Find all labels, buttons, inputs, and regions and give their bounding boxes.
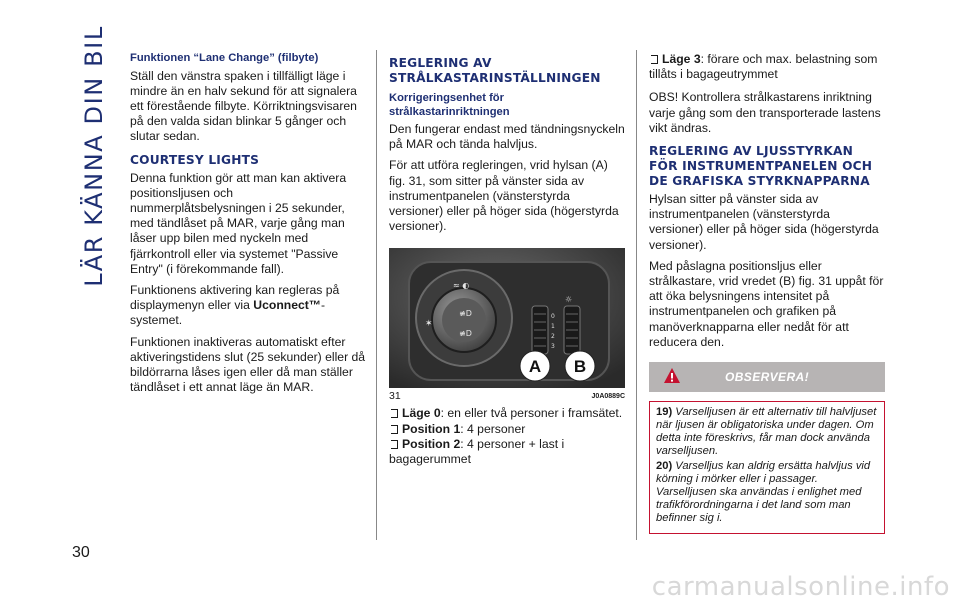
- svg-text:≈ ◐: ≈ ◐: [453, 281, 470, 291]
- figure-caption: [389, 390, 625, 402]
- note-box: [649, 362, 885, 534]
- note-item: 20) Varselljus kan aldrig ersätta halvljus vid körning i mörker eller i passager. Varselljusen ska användas i enlighet med trafikförordningarna i det land som man befinner sig i.: [656, 460, 871, 525]
- bullet-item: Position 1: 4 personer: [389, 422, 625, 437]
- obs-paragraph: OBS! Kontrollera strålkastarens inriktning varje gång som den transporterade lastens vikt ändras.: [649, 90, 881, 135]
- checkbox-bullet-icon: [389, 425, 398, 434]
- label-a: A: [528, 357, 542, 377]
- note-header: [649, 362, 885, 392]
- lane-change-subheading: Funktionen “Lane Change” (filbyte): [130, 52, 319, 64]
- note-title: OBSERVERA!: [724, 370, 809, 385]
- sleeve-paragraph: Hylsan sitter på vänster sida av instrumentpanelen (vänsterstyrda versioner) eller på höger sida (högerstyrda versioner).: [649, 192, 879, 252]
- figure-code: J0A0889C: [591, 393, 625, 401]
- wheel-digit: 0: [551, 313, 555, 321]
- svg-text:✶: ✶: [425, 319, 433, 330]
- light-switch-illustration: [389, 248, 625, 388]
- column-2: [389, 52, 625, 467]
- courtesy-paragraph: Denna funktion gör att man kan aktivera positionsljusen och nummerplåtsbelysningen i 25 sekunder, med tändlåset på MAR, varje gång man låser upp bilen med nyckeln med fjärrkontroll eller via systemet "Passive Entry" (i förekommande fall).: [130, 170, 347, 276]
- wheel-digit: 3: [551, 343, 555, 351]
- courtesy-lights-heading: COURTESY LIGHTS: [130, 152, 260, 167]
- lane-change-paragraph: Ställ den vänstra spaken i tillfälligt läge i mindre än en halv sekund för att signalera ett förestående filbyte. Körriktningsvisaren på den valda sidan blinkar 5 gånger och slutar sedan.: [130, 68, 357, 144]
- label-b: B: [573, 357, 587, 377]
- column-divider: [376, 50, 377, 540]
- page-number: 30: [72, 544, 90, 561]
- adjust-paragraph: För att utföra regleringen, vrid hylsan (A) fig. 31, som sitter på vänster sida av instrumentpanelen (vänsterstyrda versioner) eller på höger sida (högerstyrda versioner).: [389, 158, 619, 234]
- correction-unit-subheading: Korrigeringsenhet för strålkastarinriktningen: [389, 92, 510, 118]
- function-paragraph: Den fungerar endast med tändningsnyckeln på MAR och tända halvljus.: [389, 122, 625, 152]
- brightness-heading: REGLERING AV LJUSSTYRKAN FÖR INSTRUMENTPANELEN OCH DE GRAFISKA STYRKNAPPARNA: [649, 144, 873, 189]
- wheel-digit: 1: [551, 323, 555, 331]
- checkbox-bullet-icon: [649, 55, 658, 64]
- figure-number: 31: [389, 390, 401, 403]
- note-item: 19) Varselljusen är ett alternativ till halvljuset när ljusen är obligatoriska under dagen. Om detta inte föreskrivs, får man dock använda varselljusen.: [656, 406, 877, 458]
- bullet-item: Läge 0: en eller två personer i framsätet.: [389, 406, 625, 421]
- headlight-alignment-heading: REGLERING AV STRÅLKASTARINSTÄLLNINGEN: [389, 56, 601, 85]
- checkbox-bullet-icon: [389, 409, 398, 418]
- checkbox-bullet-icon: [389, 440, 398, 449]
- side-chapter-title: LÄR KÄNNA DIN BIL: [80, 25, 108, 287]
- svg-text:☼: ☼: [565, 295, 573, 305]
- column-divider: [636, 50, 637, 540]
- svg-text:≢D: ≢D: [459, 309, 472, 319]
- figure-31-image: [389, 248, 625, 388]
- brightness-paragraph: Med påslagna positionsljus eller strålkastare, vrid vredet (B) fig. 31 uppåt för att öka belysningens intensitet på instrumentpanelen och grafiken på manöverknapparna eller nedåt för att reducera den.: [649, 258, 884, 349]
- bullet-item: Position 2: 4 personer + last i bagagerummet: [389, 436, 565, 467]
- deactivation-paragraph: Funktionen inaktiveras automatiskt efter aktiveringstidens slut (25 sekunder) eller då bildörrarna låses igen eller då man ställer tändlåset i ett annat läge än MAR.: [130, 334, 366, 395]
- warning-icon: [663, 367, 681, 385]
- column-3: [649, 52, 885, 534]
- activation-paragraph: Funktionens aktivering kan regleras på displaymenyn eller via Uconnect™-systemet.: [130, 282, 340, 328]
- watermark: carmanualsonline.info: [651, 572, 950, 602]
- wheel-digit: 2: [551, 333, 555, 341]
- bullet-item: Läge 3: förare och max. belastning som tillåts i bagageutrymmet: [649, 52, 878, 82]
- column-1: [130, 52, 366, 401]
- note-body: [649, 401, 885, 534]
- svg-text:≢D: ≢D: [459, 329, 472, 339]
